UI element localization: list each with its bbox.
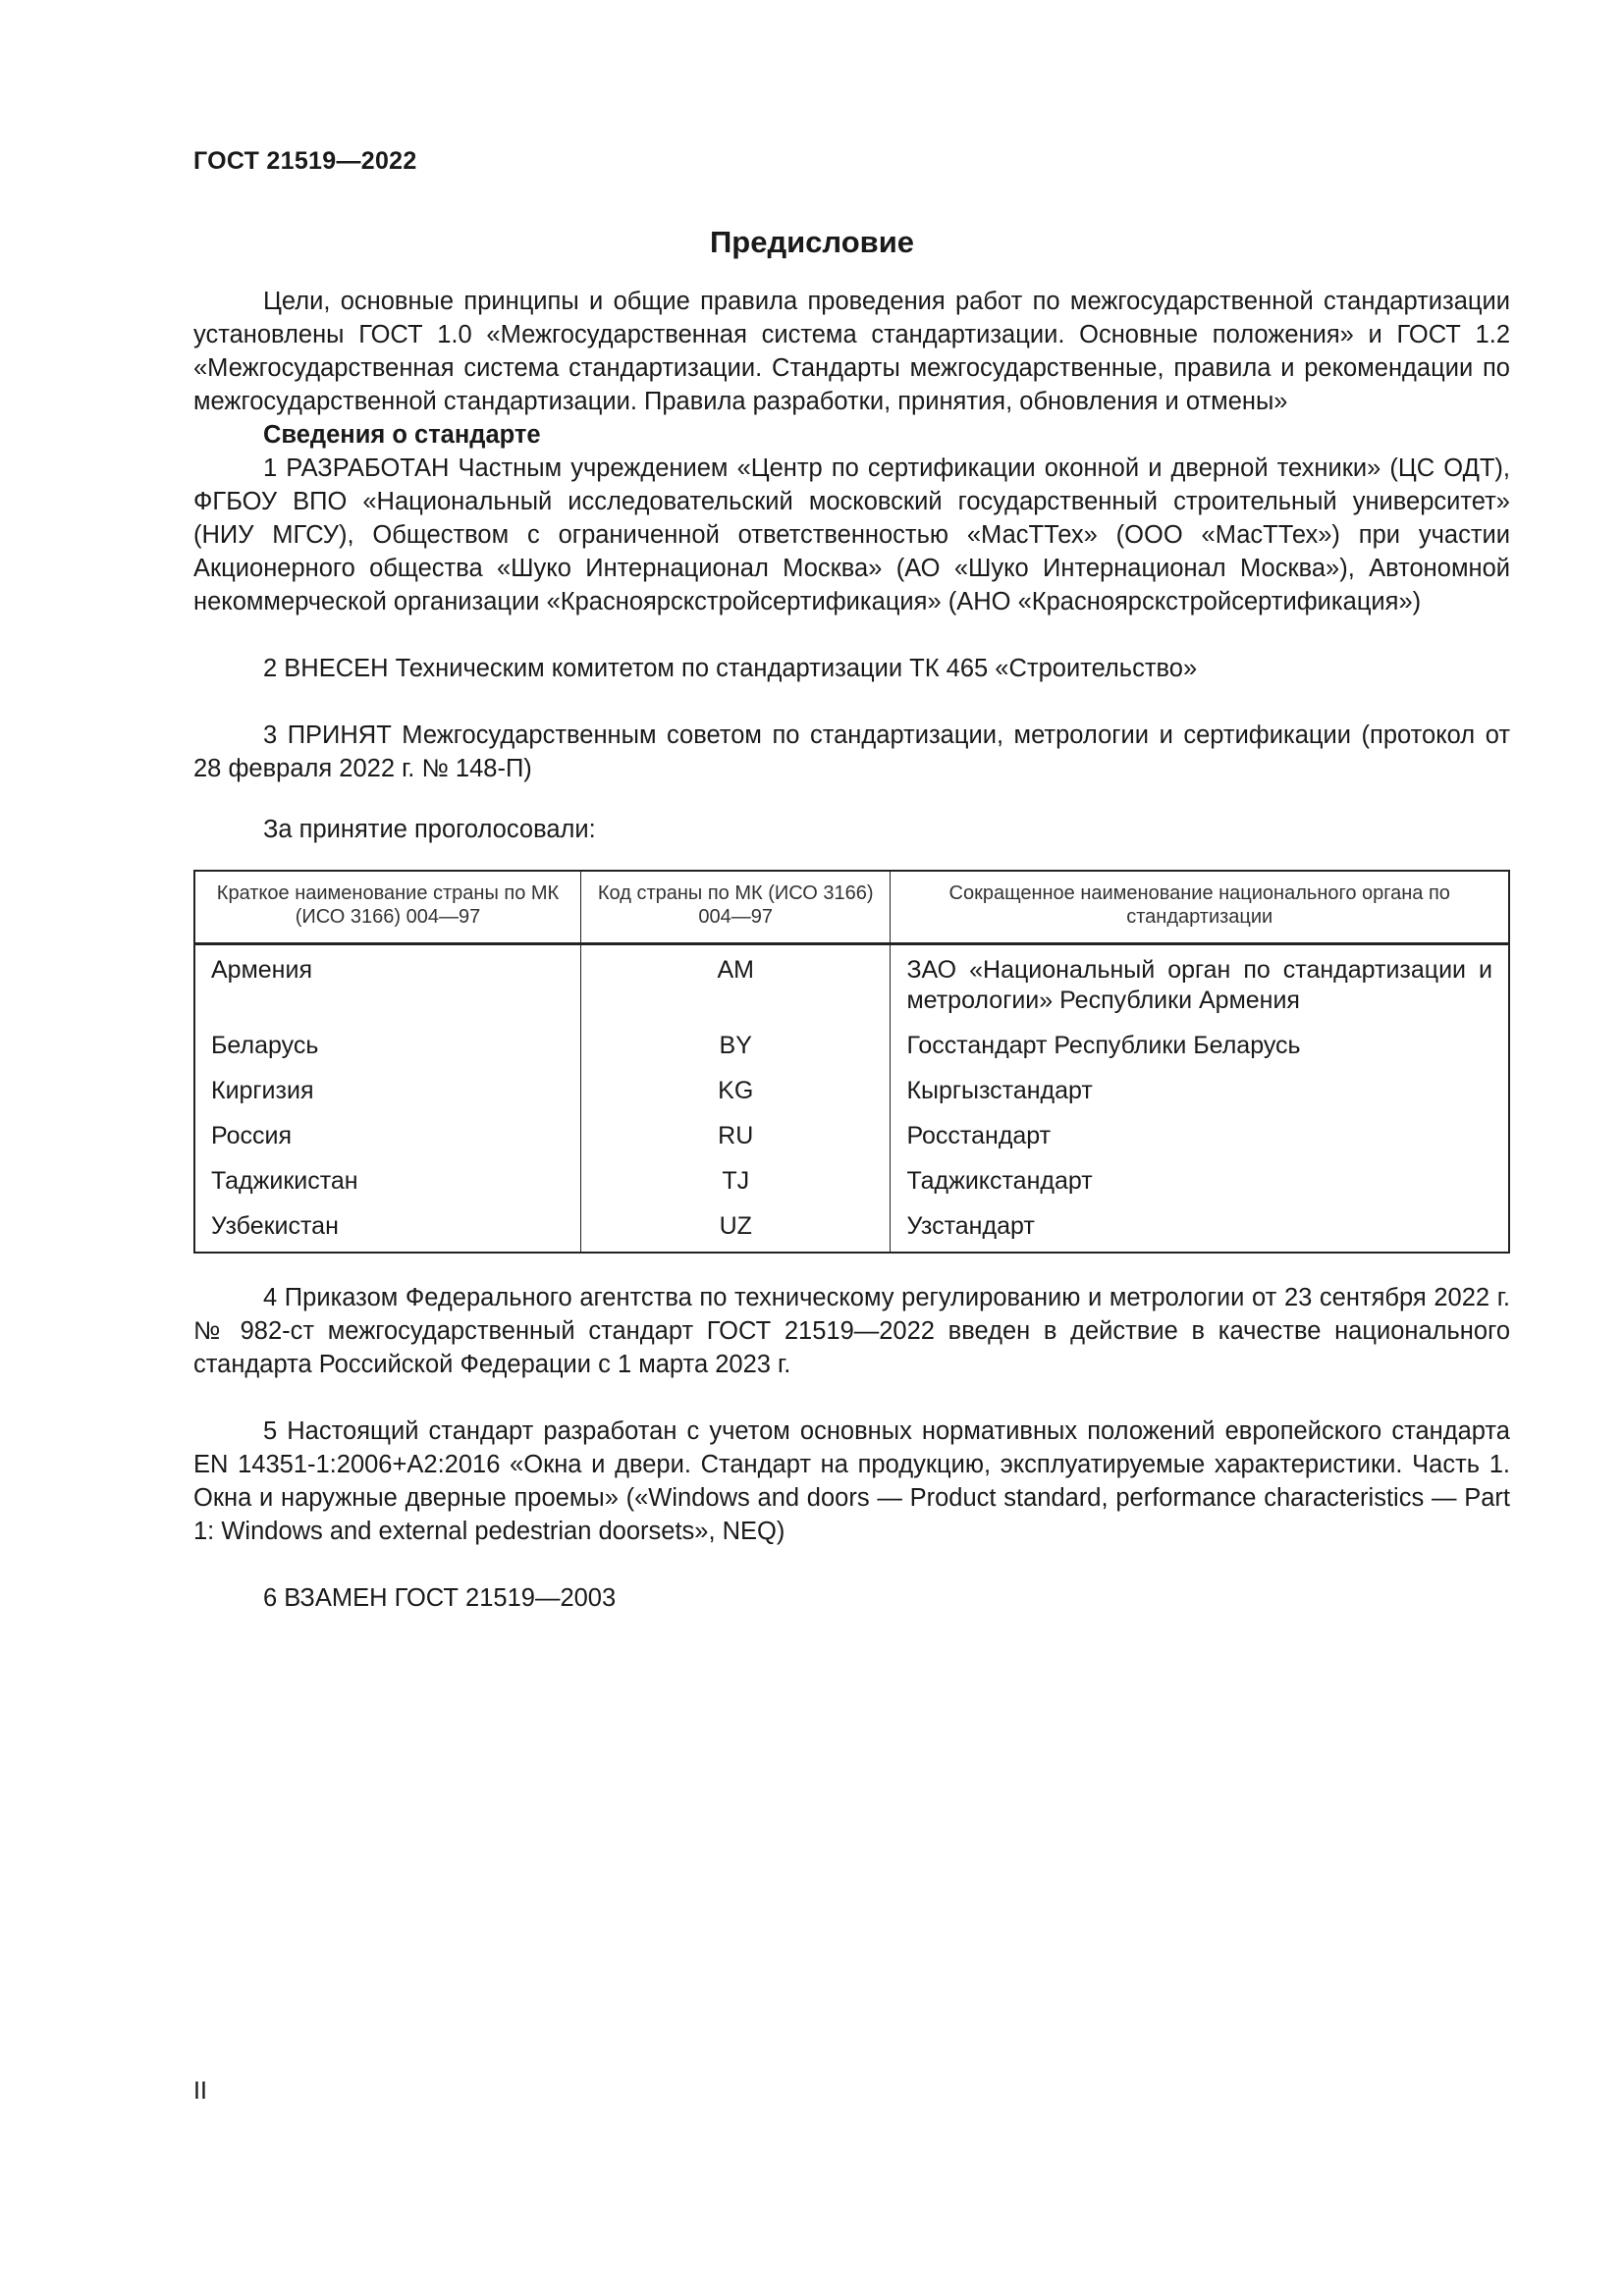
page-title: Предисловие bbox=[709, 225, 914, 259]
body-cell: Госстандарт Республики Беларусь bbox=[891, 1031, 1509, 1076]
vote-intro-paragraph: За принятие проголосовали: bbox=[263, 816, 596, 843]
table-row bbox=[194, 1076, 1509, 1121]
body-cell: Узстандарт bbox=[891, 1211, 1509, 1253]
country-cell: Беларусь bbox=[194, 1031, 581, 1076]
country-cell: Киргизия bbox=[194, 1076, 581, 1121]
voting-table-wrapper bbox=[193, 870, 1510, 1254]
standard-code-header: ГОСТ 21519—2022 bbox=[193, 147, 417, 175]
item-3-paragraph: 3 ПРИНЯТ Межгосударственным советом по стандартизации, метрологии и сертификации (протокол от 28 февраля 2022 г. № 148-П) bbox=[193, 721, 1510, 782]
table-row bbox=[194, 1211, 1509, 1253]
body-cell: Кыргызстандарт bbox=[891, 1076, 1509, 1121]
header-country-name: Краткое наименование страны по МК (ИСО 3166) 004—97 bbox=[194, 871, 581, 944]
code-cell: UZ bbox=[581, 1211, 891, 1253]
code-cell: RU bbox=[581, 1121, 891, 1166]
page-number: II bbox=[193, 2077, 207, 2105]
section-heading: Сведения о стандарте bbox=[263, 421, 541, 449]
code-cell: AM bbox=[581, 944, 891, 1032]
country-cell: Таджикистан bbox=[194, 1166, 581, 1211]
country-cell: Узбекистан bbox=[194, 1211, 581, 1253]
header-country-code: Код страны по МК (ИСО 3166) 004—97 bbox=[581, 871, 891, 944]
table-row bbox=[194, 1031, 1509, 1076]
body-cell: Росстандарт bbox=[891, 1121, 1509, 1166]
item-5-paragraph: 5 Настоящий стандарт разработан с учетом основных нормативных положений европейского стандарта EN 14351-1:2006+A2:2016 «Окна и двери. Стандарт на продукцию, эксплуатируемые характеристики. Часть 1. Окна и наружные дверные проемы» («Windows and doors — Product standard, performance characteristics — Part 1: Windows and external pedestrian doorsets», NEQ) bbox=[193, 1417, 1510, 1545]
intro-paragraph: Цели, основные принципы и общие правила проведения работ по межгосударственной стандартизации установлены ГОСТ 1.0 «Межгосударственная система стандартизации. Основные положения» и ГОСТ 1.2 «Межгосударственная система стандартизации. Стандарты межгосударственные, правила и рекомендации по межгосударственной стандартизации. Правила разработки, принятия, обновления и отмены» bbox=[193, 288, 1510, 415]
code-cell: TJ bbox=[581, 1166, 891, 1211]
body-cell: ЗАО «Национальный орган по стандартизации и метрологии» Республики Армения bbox=[891, 944, 1509, 1032]
table-row bbox=[194, 944, 1509, 1032]
document-body bbox=[193, 285, 1510, 1615]
country-cell: Армения bbox=[194, 944, 581, 1032]
code-cell: BY bbox=[581, 1031, 891, 1076]
table-row bbox=[194, 1166, 1509, 1211]
code-cell: KG bbox=[581, 1076, 891, 1121]
item-4-paragraph: 4 Приказом Федерального агентства по техническому регулированию и метрологии от 23 сентября 2022 г. № 982-ст межгосударственный стандарт ГОСТ 21519—2022 введен в действие в качестве национального стандарта Российской Федерации с 1 марта 2023 г. bbox=[193, 1284, 1510, 1378]
header-national-body: Сокращенное наименование национального органа по стандартизации bbox=[891, 871, 1509, 944]
voting-table bbox=[193, 870, 1510, 1254]
country-cell: Россия bbox=[194, 1121, 581, 1166]
table-row bbox=[194, 1121, 1509, 1166]
item-1-paragraph: 1 РАЗРАБОТАН Частным учреждением «Центр по сертификации оконной и дверной техники» (ЦС ОДТ), ФГБОУ ВПО «Национальный исследовательский московский государственный строительный университет» (НИУ МГСУ), Обществом с ограниченной ответственностью «МасТТех» (ООО «МасТТех») при участии Акционерного общества «Шуко Интернационал Москва» (АО «Шуко Интернационал Москва»), Автономной некоммерческой организации «Красноярскстройсертификация» (АНО «Красноярскстройсертификация») bbox=[193, 454, 1510, 615]
body-cell: Таджикстандарт bbox=[891, 1166, 1509, 1211]
item-6-paragraph: 6 ВЗАМЕН ГОСТ 21519—2003 bbox=[263, 1584, 617, 1612]
table-header-row bbox=[194, 871, 1509, 944]
item-2-paragraph: 2 ВНЕСЕН Техническим комитетом по стандартизации ТК 465 «Строительство» bbox=[263, 655, 1198, 682]
